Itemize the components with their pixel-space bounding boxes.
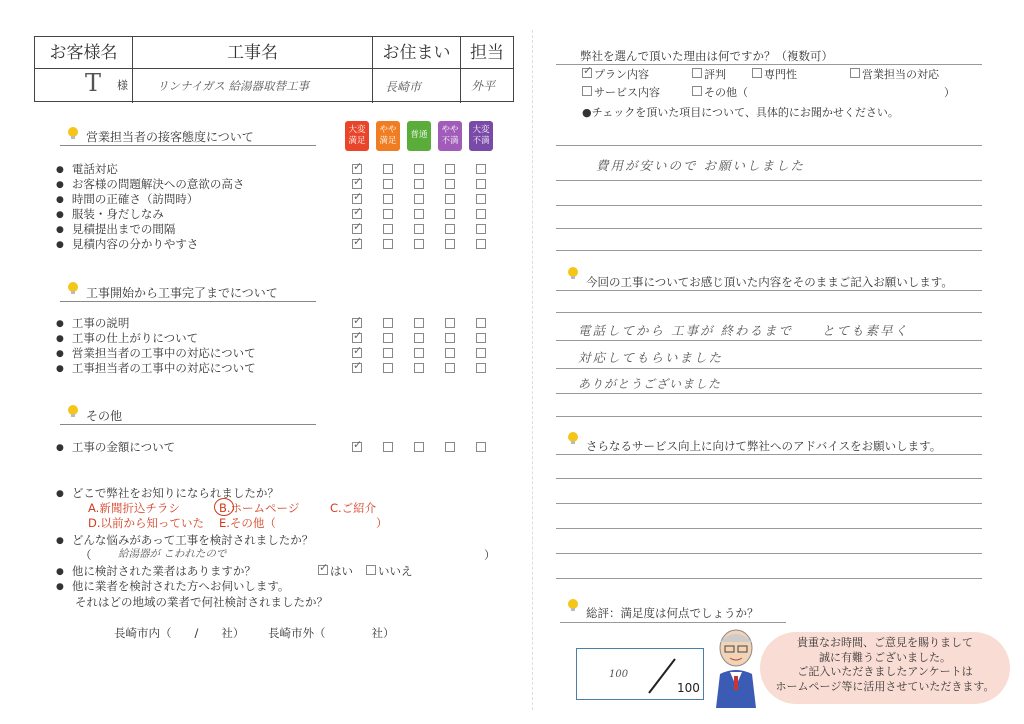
- rule-line: [556, 205, 982, 206]
- trouble-open: （: [80, 548, 92, 562]
- no-checkbox[interactable]: [366, 565, 376, 575]
- list-item: ● お客様の問題解決への意欲の高さ: [56, 176, 244, 192]
- question-area: それはどの地域の業者で何社検討されましたか？: [75, 595, 328, 609]
- checkbox[interactable]: [476, 333, 486, 343]
- list-item: ● 見積提出までの間隔: [56, 221, 175, 237]
- divider: [60, 145, 316, 146]
- fold-line: [532, 30, 533, 710]
- checkbox[interactable]: [383, 318, 393, 328]
- trouble-answer: 給湯器が こわれたので: [118, 548, 227, 560]
- section-reception-title: 営業担当者の接客態度について: [86, 130, 254, 144]
- rule-line: [556, 145, 982, 146]
- question-trouble: ● どんな悩みがあって工事を検討されましたか？: [56, 532, 313, 548]
- option-e[interactable]: E.その他（: [219, 516, 276, 530]
- checkbox[interactable]: [445, 179, 455, 189]
- checkbox[interactable]: [383, 194, 393, 204]
- checkbox[interactable]: [414, 442, 424, 452]
- honorific: 様: [117, 79, 128, 92]
- checkbox[interactable]: [352, 333, 362, 343]
- checkbox[interactable]: [383, 164, 393, 174]
- checkbox[interactable]: [352, 442, 362, 452]
- checkbox[interactable]: [476, 209, 486, 219]
- checkbox[interactable]: [476, 363, 486, 373]
- rule-line: [556, 478, 982, 479]
- checkbox[interactable]: [414, 224, 424, 234]
- score-title: 総評：満足度は何点でしょうか？: [586, 606, 759, 620]
- staff-cell: [461, 69, 513, 103]
- rating-dissatisfied: やや 不満: [438, 121, 462, 151]
- staff-value: 外平: [471, 79, 496, 93]
- impression-line-1[interactable]: 電話してから 工事が 終わるまで とても素早く: [578, 323, 909, 338]
- score-value: 100: [609, 669, 629, 680]
- reason-expertise: 専門性: [764, 68, 797, 81]
- checkbox[interactable]: [476, 348, 486, 358]
- rule-line: [556, 553, 982, 554]
- checkbox[interactable]: [445, 348, 455, 358]
- question-other-vendors: ● 他に検討された業者はありますか？: [56, 563, 256, 579]
- work-name-header: 工事名: [133, 37, 373, 69]
- list-item: ● 見積内容の分かりやすさ: [56, 236, 198, 252]
- option-d[interactable]: D.以前から知っていた: [88, 516, 205, 530]
- checkbox[interactable]: [445, 239, 455, 249]
- rating-very-dissatisfied: 大変 不満: [469, 121, 493, 151]
- checkbox[interactable]: [352, 164, 362, 174]
- address-cell: [373, 69, 461, 103]
- checkbox[interactable]: [445, 363, 455, 373]
- rating-satisfied: やや 満足: [376, 121, 400, 151]
- checkbox[interactable]: [445, 318, 455, 328]
- section-other-title: その他: [86, 409, 123, 423]
- reason-close: ）: [944, 86, 955, 99]
- checkbox[interactable]: [352, 318, 362, 328]
- checkbox[interactable]: [383, 224, 393, 234]
- reason-sales: 営業担当の対応: [862, 68, 939, 81]
- checkbox[interactable]: [352, 209, 362, 219]
- thanks-message: 貴重なお時間、ご意見を賜りまして 誠に有難うございました。 ご記入いただきましたアンケートは ホームページ等に活用させていただきます。: [775, 636, 995, 693]
- score-max: 100: [677, 681, 700, 695]
- reason-checkbox[interactable]: [692, 86, 702, 96]
- checkbox[interactable]: [476, 442, 486, 452]
- bulb-icon: [66, 126, 80, 140]
- checkbox[interactable]: [414, 333, 424, 343]
- checkbox[interactable]: [445, 194, 455, 204]
- reason-service: サービス内容: [594, 86, 660, 99]
- bulb-icon: [566, 266, 580, 280]
- checkbox[interactable]: [414, 363, 424, 373]
- yes-label: はい: [330, 564, 353, 578]
- option-c[interactable]: C.ご紹介: [330, 501, 377, 515]
- rule-line: [556, 528, 982, 529]
- checkbox[interactable]: [383, 179, 393, 189]
- header-table: [34, 36, 514, 102]
- checkbox[interactable]: [476, 224, 486, 234]
- option-b[interactable]: B.ホームページ: [219, 501, 300, 515]
- checkbox[interactable]: [383, 442, 393, 452]
- option-a[interactable]: A.新聞折込チラシ: [88, 501, 180, 515]
- rule-line: [556, 454, 982, 455]
- checkbox[interactable]: [414, 194, 424, 204]
- yes-checkbox[interactable]: [318, 565, 328, 575]
- rule-line: [556, 180, 982, 181]
- checkbox[interactable]: [352, 194, 362, 204]
- checkbox[interactable]: [383, 209, 393, 219]
- reason-checkbox[interactable]: [692, 68, 702, 78]
- rating-very-satisfied: 大変 満足: [345, 121, 369, 151]
- work-name-value: リンナイガス 給湯器取替工事: [157, 79, 310, 93]
- rule-line: [556, 228, 982, 229]
- bulb-icon: [66, 281, 80, 295]
- bulb-icon: [566, 431, 580, 445]
- checkbox[interactable]: [445, 442, 455, 452]
- in-city-field[interactable]: 長崎市内（ / 社）: [114, 626, 245, 640]
- trouble-close: ）: [484, 548, 496, 562]
- detail-answer[interactable]: 費用が安いので お願いしました: [596, 158, 805, 173]
- impression-line-3[interactable]: ありがとうございました: [578, 377, 722, 391]
- checkbox[interactable]: [476, 318, 486, 328]
- checkbox[interactable]: [476, 194, 486, 204]
- address-header: お住まい: [373, 37, 461, 69]
- rule-line: [556, 340, 982, 341]
- address-value: 長崎市: [385, 80, 422, 94]
- checkbox[interactable]: [414, 239, 424, 249]
- checkbox[interactable]: [476, 239, 486, 249]
- work-name-cell: [133, 69, 373, 103]
- checkbox[interactable]: [352, 363, 362, 373]
- advice-title: さらなるサービス向上に向けて弊社へのアドバイスをお願いします。: [586, 439, 942, 453]
- checkbox[interactable]: [383, 348, 393, 358]
- checkbox[interactable]: [476, 164, 486, 174]
- reason-other: その他（: [704, 86, 748, 99]
- rule-line: [556, 416, 982, 417]
- list-item: ● 工事の仕上がりについて: [56, 330, 198, 346]
- list-item: ● 時間の正確さ（訪問時）: [56, 191, 198, 207]
- option-e-close: ）: [376, 516, 388, 530]
- checkbox[interactable]: [352, 224, 362, 234]
- list-item: ● 電話対応: [56, 161, 118, 177]
- checkbox[interactable]: [445, 224, 455, 234]
- divider: [60, 424, 316, 425]
- checkbox[interactable]: [414, 348, 424, 358]
- rule-line: [556, 503, 982, 504]
- reason-checkbox[interactable]: [582, 86, 592, 96]
- checkbox[interactable]: [445, 333, 455, 343]
- detail-prompt: ●チェックを頂いた項目について、具体的にお聞かせください。: [582, 106, 899, 119]
- question-where: ● どこで弊社をお知りになられましたか？: [56, 485, 279, 501]
- bulb-icon: [66, 404, 80, 418]
- checkbox[interactable]: [383, 333, 393, 343]
- impression-title: 今回の工事についてお感じ頂いた内容をそのままご記入お願いします。: [586, 275, 953, 289]
- checkbox[interactable]: [352, 179, 362, 189]
- rule-line: [560, 622, 786, 623]
- checkbox[interactable]: [445, 164, 455, 174]
- customer-name-cell: [35, 69, 133, 103]
- rule-line: [556, 393, 982, 394]
- rule-line: [556, 578, 982, 579]
- list-item: ● 服装・身だしなみ: [56, 206, 164, 222]
- reason-checkbox-plan[interactable]: [582, 68, 592, 78]
- checkbox[interactable]: [414, 318, 424, 328]
- rule-line: [556, 290, 982, 291]
- no-label: いいえ: [378, 564, 413, 578]
- staff-header: 担当: [461, 37, 513, 69]
- divider: [60, 301, 316, 302]
- impression-line-2[interactable]: 対応してもらいました: [578, 350, 724, 365]
- reason-checkbox[interactable]: [752, 68, 762, 78]
- slash-icon: [647, 657, 677, 695]
- reason-checkbox[interactable]: [850, 68, 860, 78]
- checkbox[interactable]: [383, 363, 393, 373]
- checkbox[interactable]: [445, 209, 455, 219]
- checkbox[interactable]: [414, 164, 424, 174]
- checkbox[interactable]: [383, 239, 393, 249]
- list-item: ● 工事の金額について: [56, 439, 175, 455]
- list-item: ● 工事の説明: [56, 315, 129, 331]
- list-item: ● 工事担当者の工事中の対応について: [56, 360, 256, 376]
- rule-line: [556, 368, 982, 369]
- checkbox[interactable]: [476, 179, 486, 189]
- score-box[interactable]: [576, 648, 704, 700]
- rule-line: [556, 250, 982, 251]
- rating-neutral: 普通: [407, 121, 431, 151]
- reason-reputation: 評判: [704, 68, 726, 81]
- out-city-field[interactable]: 長崎市外（ 社）: [268, 626, 395, 640]
- rule-line: [556, 64, 982, 65]
- question-ask: ● 他に業者を検討された方へお伺いします。: [56, 578, 289, 594]
- list-item: ● 営業担当者の工事中の対応について: [56, 345, 256, 361]
- reason-plan: プラン内容: [594, 68, 649, 81]
- section-construction-title: 工事開始から工事完了までについて: [86, 286, 278, 300]
- checkbox[interactable]: [414, 179, 424, 189]
- checkbox[interactable]: [352, 239, 362, 249]
- customer-name-header: お客様名: [35, 37, 133, 69]
- customer-name-value: T: [85, 69, 102, 97]
- bulb-icon: [566, 598, 580, 612]
- reason-title: 弊社を選んで頂いた理由は何ですか？（複数可）: [580, 49, 833, 63]
- rule-line: [556, 312, 982, 313]
- checkbox[interactable]: [352, 348, 362, 358]
- checkbox[interactable]: [414, 209, 424, 219]
